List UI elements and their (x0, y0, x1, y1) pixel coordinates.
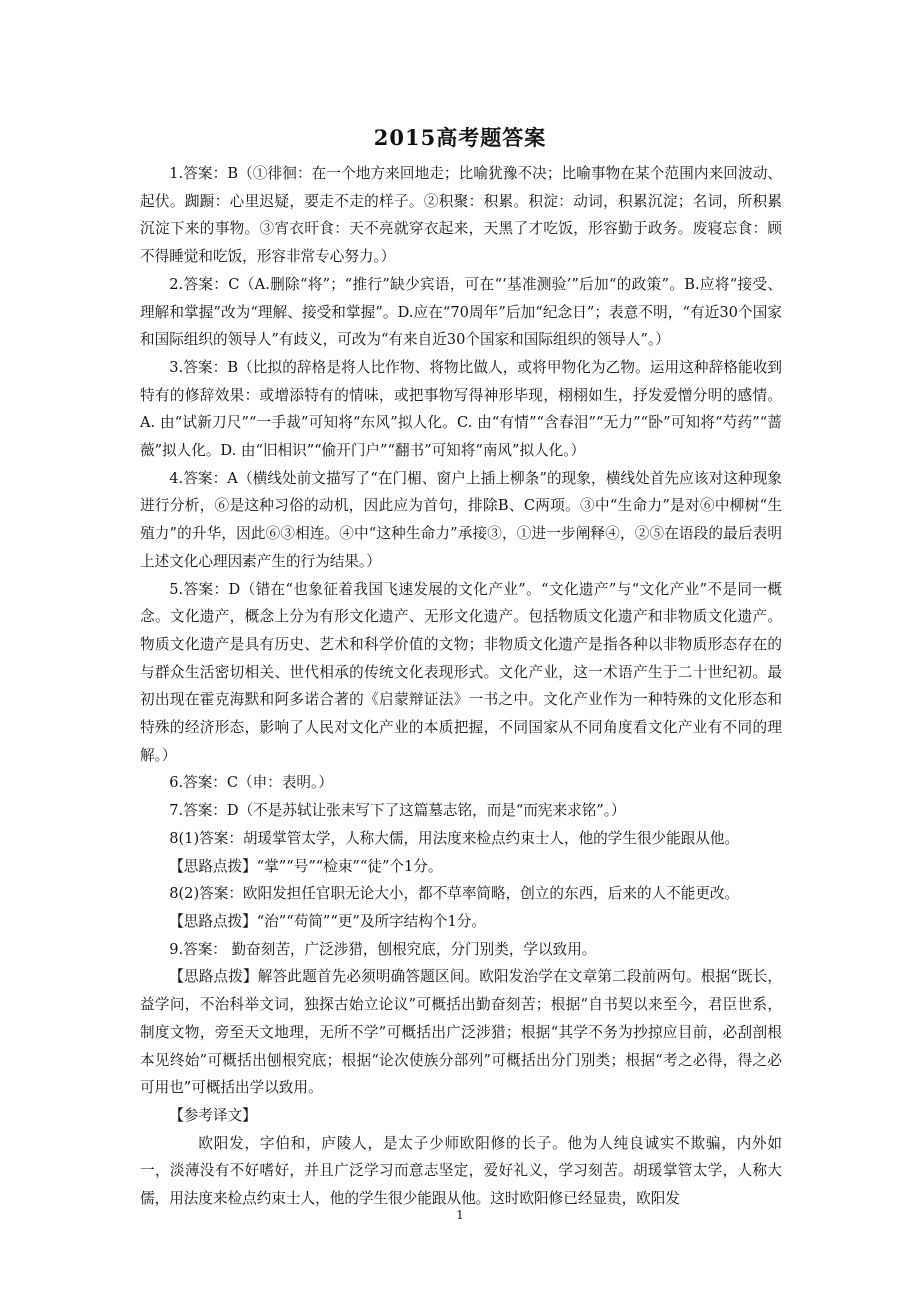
answer-3: 3.答案：B（比拟的辞格是将人比作物、将物比做人，或将甲物化为乙物。运用这种辞格能收到特有的修辞效果：或增添特有的情味，或把事物写得神形毕现，栩栩如生，抒发爱憎分明的感情。A. 由“试新刀尺”“一手裁”可知将“东风”拟人化。C. 由“有情”“含春泪”“无力”“卧”可知将“芍药”“蔷薇”拟人化。D. 由“旧相识”“偷开门户”“翻书”可知将“南风”拟人化。） (140, 358, 782, 460)
answer-5: 5.答案：D（错在“也象征着我国飞速发展的文化产业”。“文化遗产”与“文化产业”不是同一概念。文化遗产，概念上分为有形文化遗产、无形文化遗产。包括物质文化遗产和非物质文化遗产。物质文化遗产是具有历史、艺术和科学价值的文物；非物质文化遗产是指各种以非物质形态存在的与群众生活密切相关、世代相承的传统文化表现形式。文化产业，这一术语产生于二十世纪初。最初出现在霍克海默和阿多诺合著的《启蒙辩证法》一书之中。文化产业作为一种特殊的文化形态和特殊的经济形态，影响了人民对文化产业的本质把握，不同国家从不同角度看文化产业有不同的理解。） (140, 580, 782, 764)
answer-2: 2.答案：C（A.删除“将”；“推行”缺少宾语，可在“‘基准测验’”后加“的政策”。B.应将“接受、理解和掌握”改为“理解、接受和掌握”。D.应在“70周年”后加“纪念日”；表意不明，“有近30个国家和国际组织的领导人”有歧义，可改为“有来自近30个国家和国际组织的领导人”。） (140, 275, 782, 349)
translation-heading: 【参考译文】 (169, 1106, 257, 1124)
answer-1: 1.答案：B（①徘徊：在一个地方来回地走；比喻犹豫不决；比喻事物在某个范围内来回波动、起伏。踟蹰：心里迟疑，要走不走的样子。②积聚：积累。积淀：动词，积累沉淀；名词，所积累沉淀下来的事物。③宵衣旰食：天不亮就穿衣起来，天黑了才吃饭，形容勤于政务。废寝忘食：顾不得睡觉和吃饭，形容非常专心努力。） (140, 165, 782, 266)
hint-9: 【思路点拨】解答此题首先必须明确答题区间。欧阳发治学在文章第二段前两句。根据“既长，益学问，不治科举文词，独探古始立论议”可概括出勤奋刻苦；根据“自书契以来至今，君臣世系，制度文物，旁至天文地理，无所不学”可概括出广泛涉猎；根据“其学不务为抄掠应目前，必刮剖根本见终始”可概括出刨根究底；根据“论次使族分部列”可概括出分门别类；根据“考之必得，得之必可用也”可概括出学以致用。 (140, 968, 782, 1097)
answer-6: 6.答案：C（申：表明。） (169, 774, 333, 792)
document-title: 2015高考题答案 (373, 125, 547, 150)
hint-8-1: 【思路点拨】“掌”“号”“检束”“徒”个1分。 (169, 857, 443, 875)
answer-8-1: 8(1)答案：胡瑗掌管太学，人称大儒，用法度来检点约束士人，他的学生很少能跟从他。 (169, 829, 740, 847)
translation-text: 欧阳发，字伯和，庐陵人，是太子少师欧阳修的长子。他为人纯良诚实不欺骗，内外如一，淡薄没有不好嗜好，并且广泛学习而意志坚定，爱好礼义，学习刻苦。胡瑗掌管太学，人称大儒，用法度来检点约束士人，他的学生很少能跟从他。这时欧阳修已经显贵，欧阳发 (140, 1134, 782, 1208)
answer-8-2: 8(2)答案：欧阳发担任官职无论大小，都不草率简略，创立的东西，后来的人不能更改。 (169, 885, 740, 903)
hint-8-2: 【思路点拨】“治”“苟简”“更”及所字结构个1分。 (169, 912, 486, 930)
answer-4: 4.答案：A（横线处前文描写了“在门楣、窗户上插上柳条”的现象，横线处首先应该对这种现象进行分析，⑥是这种习俗的动机，因此应为首句，排除B、C两项。③中“生命力”是对⑥中柳树“生殖力”的升华，因此⑥③相连。④中“这种生命力”承接③，①进一步阐释④，②⑤在语段的最后表明上述文化心理因素产生的行为结果。） (140, 469, 782, 570)
answer-9: 9.答案： 勤奋刻苦，广泛涉猎，刨根究底，分门别类，学以致用。 (169, 940, 597, 958)
page-number: 1 (456, 1208, 464, 1222)
answer-7: 7.答案：D（不是苏轼让张耒写下了这篇墓志铭，而是“而宪来求铭”。） (169, 802, 626, 820)
document-body (140, 160, 782, 1213)
